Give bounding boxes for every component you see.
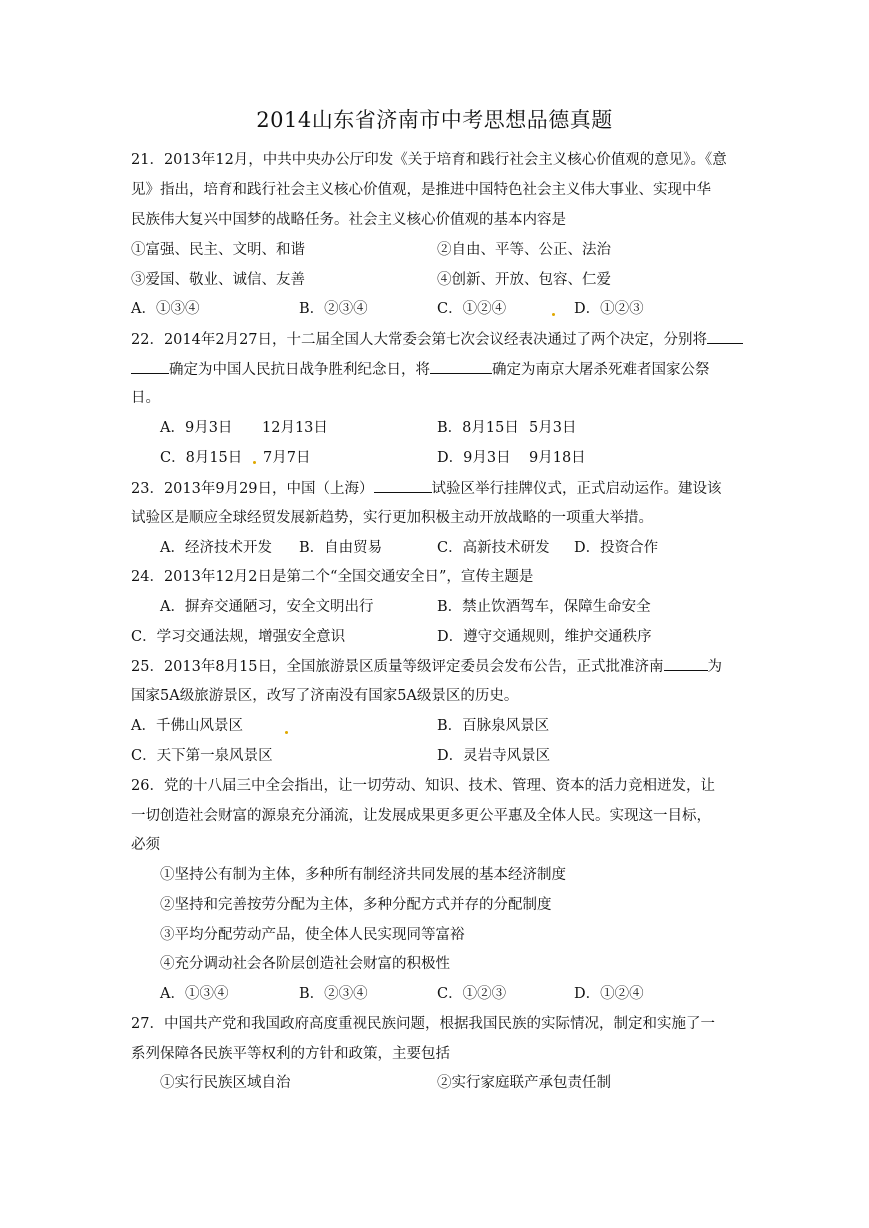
q25-stem-line-2: 国家5A级旅游景区，改写了济南没有国家5A级景区的历史。 bbox=[131, 688, 519, 704]
q22-option-c-second: 7月7日 bbox=[263, 450, 311, 466]
q21-statement-2: ②自由、平等、公正、法治 bbox=[437, 242, 611, 258]
q21-stem-line-3: 民族伟大复兴中国梦的战略任务。社会主义核心价值观的基本内容是 bbox=[131, 212, 566, 228]
q26-statement-3: ③平均分配劳动产品，使全体人民实现同等富裕 bbox=[160, 927, 465, 943]
q27-statement-2: ②实行家庭联产承包责任制 bbox=[437, 1075, 611, 1091]
q23-option-c: C．高新技术研发 bbox=[437, 540, 550, 556]
answer-blank bbox=[664, 656, 708, 671]
q26-option-a: A．①③④ bbox=[160, 986, 229, 1002]
q23-stem-text-1a: 23．2013年9月29日，中国（上海） bbox=[131, 481, 374, 497]
q22-stem-line-1 bbox=[131, 329, 743, 350]
q21-stem-line-2: 见》指出，培育和践行社会主义核心价值观，是推进中国特色社会主义伟大事业、实现中华 bbox=[131, 182, 711, 198]
q25-option-b: B．百脉泉风景区 bbox=[437, 718, 550, 734]
q22-option-b: B．8月15日 bbox=[437, 420, 519, 436]
q21-option-c: C．①②④ bbox=[437, 301, 507, 317]
q21-stem-line-1: 21．2013年12月，中共中央办公厅印发《关于培育和践行社会主义核心价值观的意见》。《意 bbox=[131, 152, 727, 168]
q22-stem-line-3: 日。 bbox=[131, 390, 160, 406]
q22-stem-text-2a: 确定为中国人民抗日战争胜利纪念日，将 bbox=[169, 362, 430, 378]
q22-option-d-second: 9月18日 bbox=[529, 450, 586, 466]
q26-stem-line-1: 26．党的十八届三中全会指出，让一切劳动、知识、技术、管理、资本的活力竞相迸发，让 bbox=[131, 778, 715, 794]
q27-statement-1: ①实行民族区域自治 bbox=[160, 1075, 291, 1091]
q24-option-b: B．禁止饮酒驾车，保障生命安全 bbox=[437, 599, 651, 615]
q24-option-d: D．遵守交通规则，维护交通秩序 bbox=[437, 629, 652, 645]
q23-option-b: B．自由贸易 bbox=[299, 540, 383, 556]
q22-option-c: C．8月15日 bbox=[160, 450, 243, 466]
q27-stem-line-1: 27．中国共产党和我国政府高度重视民族问题，根据我国民族的实际情况，制定和实施了一 bbox=[131, 1016, 715, 1032]
q27-stem-line-2: 系列保障各民族平等权利的方针和政策，主要包括 bbox=[131, 1046, 450, 1062]
q25-option-a: A．千佛山风景区 bbox=[131, 718, 243, 734]
q25-stem-line-1 bbox=[131, 656, 722, 677]
q22-stem-text-1: 22．2014年2月27日，十二届全国人大常委会第七次会议经表决通过了两个决定，分别将 bbox=[131, 332, 708, 348]
q23-option-d: D．投资合作 bbox=[574, 540, 659, 556]
q22-option-b-second: 5月3日 bbox=[529, 420, 577, 436]
q25-stem-text-1a: 25．2013年8月15日，全国旅游景区质量等级评定委员会发布公告，正式批准济南 bbox=[131, 659, 664, 675]
q21-statement-3: ③爱国、敬业、诚信、友善 bbox=[131, 272, 305, 288]
q26-statement-1: ①坚持公有制为主体，多种所有制经济共同发展的基本经济制度 bbox=[160, 867, 566, 883]
answer-blank bbox=[131, 359, 169, 374]
q21-statement-4: ④创新、开放、包容、仁爱 bbox=[437, 272, 611, 288]
q22-stem-text-2b: 确定为南京大屠杀死难者国家公祭 bbox=[492, 362, 710, 378]
q26-option-b: B．②③④ bbox=[299, 986, 368, 1002]
q26-option-c: C．①②③ bbox=[437, 986, 507, 1002]
q25-option-c: C．天下第一泉风景区 bbox=[131, 748, 273, 764]
q21-option-b: B．②③④ bbox=[299, 301, 368, 317]
q23-stem-line-2: 试验区是顺应全球经贸发展新趋势，实行更加积极主动开放战略的一项重大举措。 bbox=[131, 510, 653, 526]
q26-option-d: D．①②④ bbox=[574, 986, 644, 1002]
q22-option-a-second: 12月13日 bbox=[262, 420, 328, 436]
q21-statement-1: ①富强、民主、文明、和谐 bbox=[131, 242, 305, 258]
q26-statement-4: ④充分调动社会各阶层创造社会财富的积极性 bbox=[160, 956, 450, 972]
answer-blank bbox=[707, 329, 743, 344]
answer-blank bbox=[374, 478, 432, 493]
q22-stem-line-2 bbox=[131, 359, 710, 380]
q23-option-a: A．经济技术开发 bbox=[160, 540, 272, 556]
scan-speck bbox=[285, 731, 288, 734]
q24-option-a: A．摒弃交通陋习，安全文明出行 bbox=[160, 599, 374, 615]
q25-option-d: D．灵岩寺风景区 bbox=[437, 748, 551, 764]
q25-stem-text-1b: 为 bbox=[707, 659, 723, 675]
q26-stem-line-3: 必须 bbox=[131, 837, 160, 853]
scan-speck bbox=[552, 313, 555, 316]
q22-option-a: A．9月3日 bbox=[160, 420, 233, 436]
q26-statement-2: ②坚持和完善按劳分配为主体，多种分配方式并存的分配制度 bbox=[160, 897, 552, 913]
answer-blank bbox=[430, 359, 492, 374]
q24-stem-line-1: 24．2013年12月2日是第二个“全国交通安全日”，宣传主题是 bbox=[131, 569, 534, 585]
q21-option-d: D．①②③ bbox=[574, 301, 644, 317]
scan-speck bbox=[253, 461, 256, 464]
page-title: 2014山东省济南市中考思想品德真题 bbox=[256, 108, 613, 132]
q21-option-a: A．①③④ bbox=[131, 301, 200, 317]
q22-option-d: D．9月3日 bbox=[437, 450, 511, 466]
q23-stem-text-1b: 试验区举行挂牌仪式，正式启动运作。建设该 bbox=[431, 481, 722, 497]
q26-stem-line-2: 一切创造社会财富的源泉充分涌流，让发展成果更多更公平惠及全体人民。实现这一目标， bbox=[131, 808, 711, 824]
q23-stem-line-1 bbox=[131, 478, 722, 499]
q24-option-c: C．学习交通法规，增强安全意识 bbox=[131, 629, 346, 645]
